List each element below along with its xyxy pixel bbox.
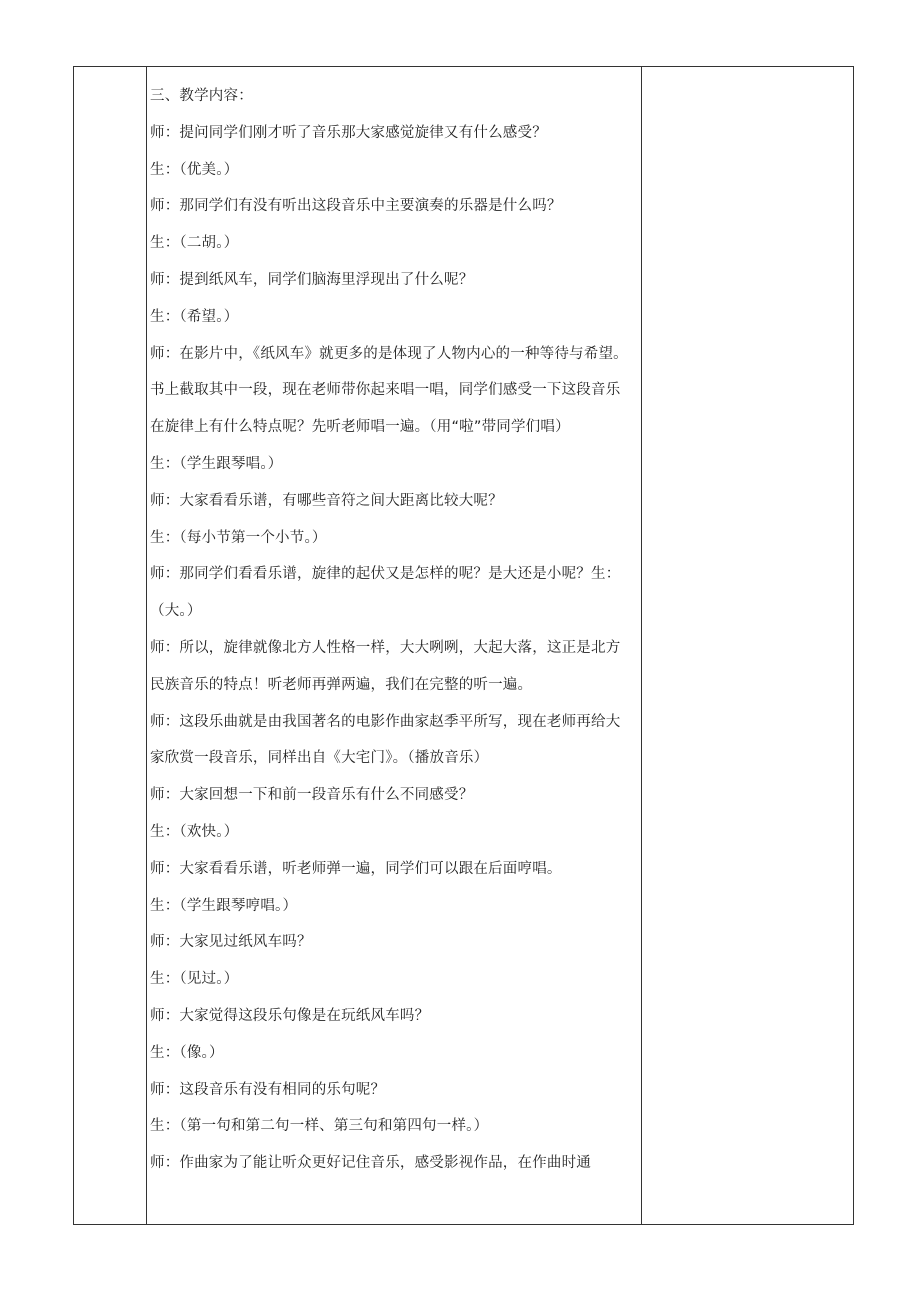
dialogue-line: 师：这段乐曲就是由我国著名的电影作曲家赵季平所写，现在老师再给大 — [150, 713, 621, 730]
dialogue-line: 生：（学生跟琴哼唱。） — [150, 897, 298, 914]
dialogue-line: 师：在影片中，《纸风车》就更多的是体现了人物内心的一种等待与希望。 — [150, 345, 628, 362]
lesson-plan-table — [73, 66, 854, 1225]
dialogue-line: 师：所以，旋律就像北方人性格一样，大大咧咧，大起大落，这正是北方 — [150, 639, 621, 656]
dialogue-line: 生：（像。） — [150, 1044, 224, 1061]
dialogue-line: 生：（第一句和第二句一样、第三句和第四句一样。） — [150, 1118, 489, 1135]
section-heading: 三、教学内容： — [150, 88, 253, 104]
dialogue-line: 生：（优美。） — [150, 161, 239, 178]
dialogue-line: 民族音乐的特点！听老师再弹两遍，我们在完整的听一遍。 — [150, 676, 533, 693]
left-column-cell — [74, 67, 147, 1224]
dialogue-line: 师：这段音乐有没有相同的乐句呢？ — [150, 1081, 386, 1098]
dialogue-line: 生：（每小节第一个小节。） — [150, 529, 327, 546]
dialogue-line: 师：大家看看乐谱，听老师弹一遍，同学们可以跟在后面哼唱。 — [150, 860, 562, 877]
dialogue-line: 家欣赏一段音乐，同样出自《大宅门》。（播放音乐） — [150, 750, 489, 767]
right-notes-cell — [642, 67, 853, 1224]
dialogue-line: 书上截取其中一段，现在老师带你起来唱一唱，同学们感受一下这段音乐 — [150, 382, 621, 399]
dialogue-line: 师：大家回想一下和前一段音乐有什么不同感受？ — [150, 787, 474, 804]
dialogue-line: 师：那同学们看看乐谱，旋律的起伏又是怎样的呢？是大还是小呢？生： — [150, 566, 621, 583]
dialogue-line: 师：大家看看乐谱，有哪些音符之间大距离比较大呢？ — [150, 492, 503, 509]
dialogue-line: 师：提到纸风车，同学们脑海里浮现出了什么呢？ — [150, 271, 474, 288]
dialogue-line: 生：（学生跟琴唱。） — [150, 455, 283, 472]
teaching-content — [147, 78, 641, 1182]
dialogue-line: 生：（希望。） — [150, 308, 239, 325]
dialogue-line: 师：大家见过纸风车吗？ — [150, 934, 312, 951]
dialogue-line: 师：大家觉得这段乐句像是在玩纸风车吗？ — [150, 1007, 430, 1024]
dialogue-line: 师：提问同学们刚才听了音乐那大家感觉旋律又有什么感受？ — [150, 124, 547, 141]
dialogue-line: 生：（二胡。） — [150, 235, 239, 252]
dialogue-line: 生：（欢快。） — [150, 823, 239, 840]
dialogue-line: 师：作曲家为了能让听众更好记住音乐，感受影视作品，在作曲时通 — [150, 1155, 591, 1172]
main-content-cell — [147, 67, 642, 1224]
dialogue-line: 在旋律上有什么特点呢？先听老师唱一遍。（用“啦”带同学们唱） — [150, 419, 570, 436]
dialogue-line: 师：那同学们有没有听出这段音乐中主要演奏的乐器是什么吗？ — [150, 198, 562, 215]
dialogue-line: 生：（见过。） — [150, 971, 239, 988]
dialogue-line: （大。） — [150, 603, 202, 620]
